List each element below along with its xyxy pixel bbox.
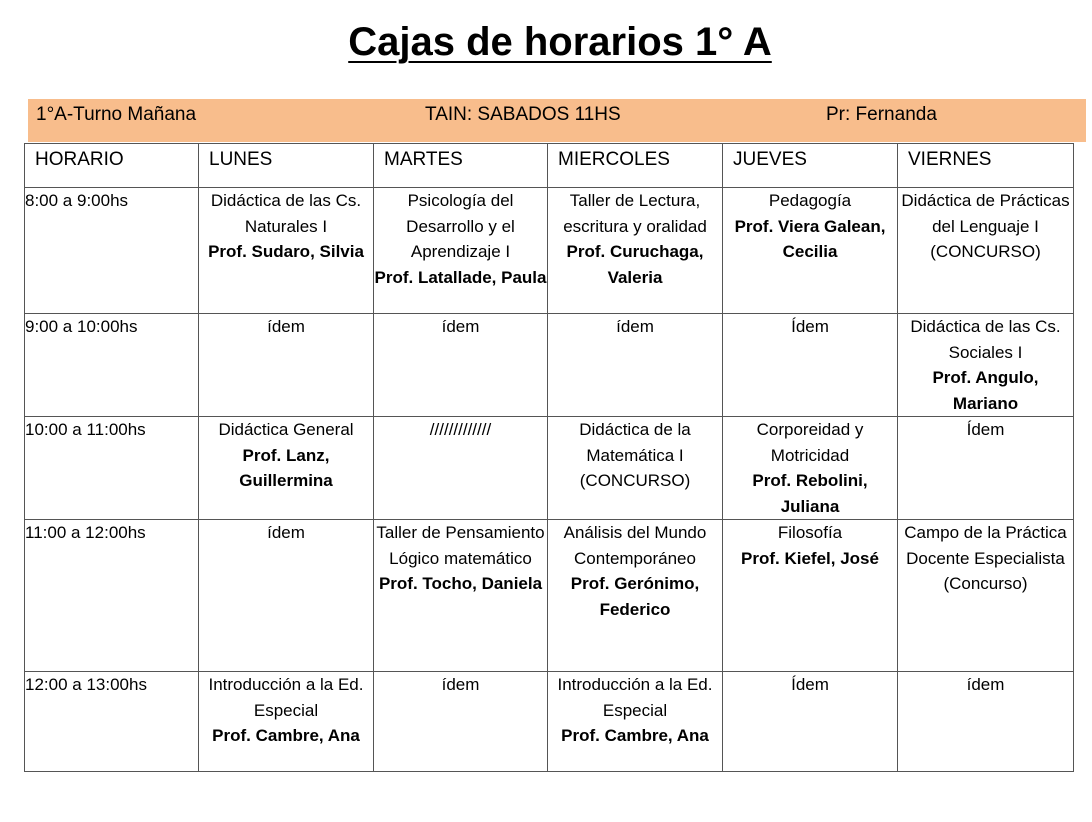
professor: Prof. Viera Galean, Cecilia [734,216,886,261]
class-cell [723,672,898,772]
turno-label: 1°A-Turno Mañana [36,104,197,125]
subject: Corporeidad y Motricidad [756,420,864,465]
class-cell [548,520,723,672]
subject: ídem [616,317,654,336]
info-bar [28,99,1086,142]
subject: Psicología del Desarrollo y el Aprendizaje I [406,191,515,261]
subject: Ídem [791,675,829,694]
time-cell: 12:00 a 13:00hs [25,672,199,772]
subject: Pedagogía [768,191,852,210]
class-cell [723,417,898,520]
table-row [25,417,1074,520]
class-cell [898,672,1074,772]
class-cell [723,188,898,314]
header-lunes: LUNES [199,144,374,188]
professor: Prof. Lanz, Guillermina [239,445,333,490]
class-cell [548,188,723,314]
header-martes: MARTES [374,144,548,188]
class-cell [548,417,723,520]
schedule-table [24,143,1074,772]
professor: Prof. Gerónimo, Federico [570,574,700,619]
professor: Prof. Angulo, Mariano [932,368,1039,413]
class-cell [898,520,1074,672]
subject: Introducción a la Ed. Especial [208,675,364,720]
class-cell [199,314,374,417]
class-cell [548,314,723,417]
table-row [25,672,1074,772]
subject: Introducción a la Ed. Especial [557,675,713,720]
subject: Didáctica de la Matemática I (CONCURSO) [579,420,691,490]
time-cell: 8:00 a 9:00hs [25,188,199,314]
subject: ídem [441,317,480,336]
class-cell [374,314,548,417]
page-title: Cajas de horarios 1° A [348,20,772,64]
table-row [25,314,1074,417]
class-cell [898,417,1074,520]
class-cell [548,672,723,772]
class-cell [199,417,374,520]
subject: Didáctica General [218,420,354,439]
class-cell [374,520,548,672]
professor: Prof. Sudaro, Silvia [208,242,364,261]
class-cell [723,520,898,672]
professor: Prof. Cambre, Ana [561,726,709,745]
subject: Ídem [966,420,1005,439]
subject: Filosofía [777,523,843,542]
class-cell [374,188,548,314]
header-row [25,144,1074,188]
class-cell [374,417,548,520]
time-cell: 10:00 a 11:00hs [25,417,199,520]
subject: ídem [966,675,1005,694]
class-cell [199,520,374,672]
table-row [25,520,1074,672]
header-miercoles: MIERCOLES [548,144,723,188]
professor: Prof. Kiefel, José [741,548,879,568]
table-row [25,188,1074,314]
subject: ídem [267,523,305,542]
class-cell [374,672,548,772]
subject: Ídem [791,317,829,336]
subject: Campo de la Práctica Docente Especialista (Concurso) [904,523,1067,593]
class-cell [199,672,374,772]
subject: ídem [441,675,480,694]
subject: Taller de Lectura, escritura y oralidad [563,191,707,236]
header-jueves: JUEVES [723,144,898,188]
professor: Prof. Cambre, Ana [212,726,360,745]
time-cell: 9:00 a 10:00hs [25,314,199,417]
time-cell: 11:00 a 12:00hs [25,520,199,672]
header-viernes: VIERNES [898,144,1074,188]
tain-label: TAIN: SABADOS 11HS [425,104,621,125]
class-cell [898,188,1074,314]
subject: ídem [267,317,305,336]
class-cell [898,314,1074,417]
professor: Prof. Tocho, Daniela [378,574,543,593]
professor: Prof. Latallade, Paula [374,267,547,287]
preceptor-label: Pr: Fernanda [826,104,937,125]
professor: Prof. Curuchaga, Valeria [566,242,704,287]
subject: ///////////// [429,420,492,439]
subject: Análisis del Mundo Contemporáneo [563,523,707,568]
professor: Prof. Rebolini, Juliana [752,471,868,516]
subject: Didáctica de las Cs. Naturales I [210,191,362,236]
subject: Didáctica de las Cs. Sociales I [910,317,1061,362]
subject: Taller de Pensamiento Lógico matemático [376,523,545,568]
header-horario: HORARIO [25,144,199,188]
class-cell [199,188,374,314]
class-cell [723,314,898,417]
subject: Didáctica de Prácticas del Lenguaje I (CONCURSO) [901,191,1070,261]
